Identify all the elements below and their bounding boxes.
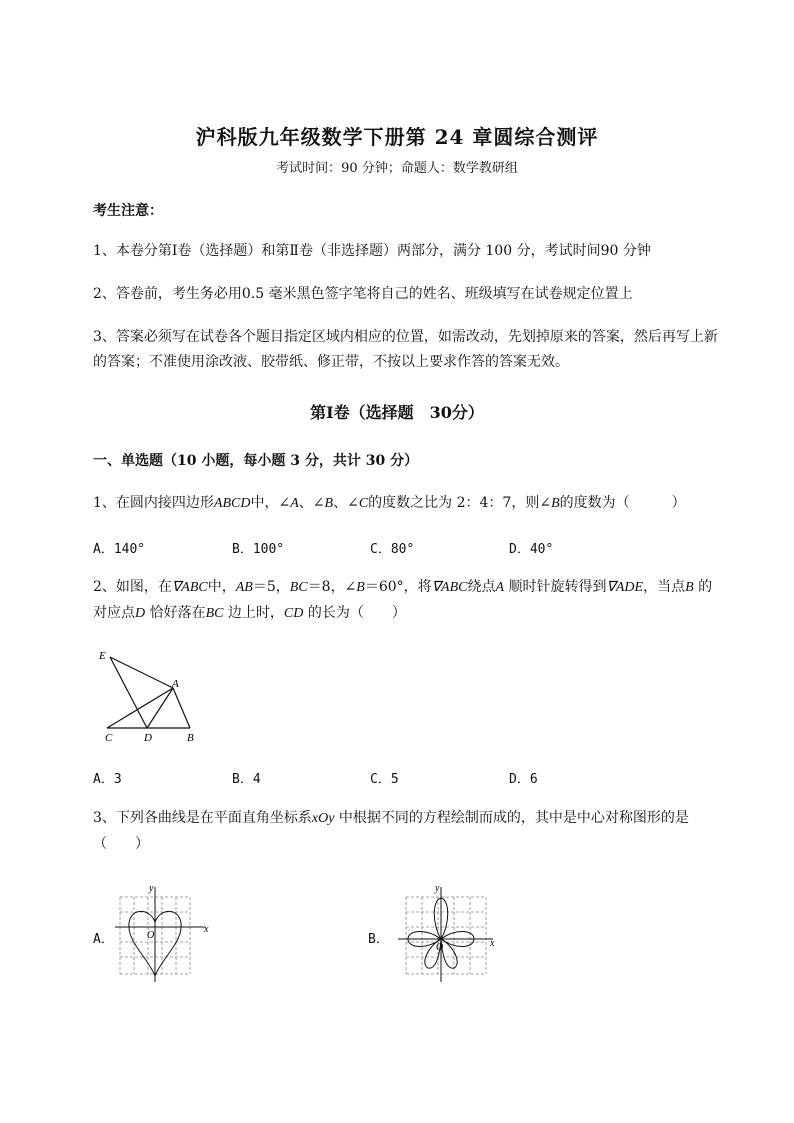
q2-option-c[interactable]: C．5 xyxy=(370,772,399,787)
segment-ac xyxy=(107,688,173,728)
triangle-rotation-figure xyxy=(95,645,210,745)
section-heading: 一、单选题（10 小题，每小题 3 分，共计 30 分） xyxy=(93,453,419,469)
label-c: C xyxy=(105,732,113,744)
q1-option-a[interactable]: A．140° xyxy=(93,542,146,557)
question-1-text: 1、在圆内接四边形ABCD中，∠A、∠B、∠C的度数之比为 2：4：7，则∠B的度数为（ ） xyxy=(93,495,686,511)
question-3-text-line2: （ ） xyxy=(93,836,149,852)
q1-option-b[interactable]: B．100° xyxy=(232,542,285,557)
q2-option-b[interactable]: B．4 xyxy=(232,772,261,787)
segment-ed xyxy=(110,657,147,728)
q3-option-a-label[interactable]: A． xyxy=(93,932,114,947)
label-e: E xyxy=(99,650,106,662)
question-2-text-line2: 对应点D 恰好落在BC 边上时，CD 的长为（ ） xyxy=(93,605,406,621)
q1-option-c[interactable]: C．80° xyxy=(370,542,415,557)
notice-item-2: 2、答卷前，考生务必用0.5 毫米黑色签字笔将自己的姓名、班级填写在试卷规定位置上 xyxy=(93,286,633,302)
page-title: 沪科版九年级数学下册第 24 章圆综合测评 xyxy=(195,125,599,149)
notice-item-3-cont: 的答案；不准使用涂改液、胶带纸、修正带，不按以上要求作答的答案无效。 xyxy=(93,354,569,370)
origin-label: O xyxy=(436,942,444,953)
q1-option-d[interactable]: D．40° xyxy=(509,542,554,557)
q2-option-a[interactable]: A．3 xyxy=(93,772,122,787)
notice-heading: 考生注意： xyxy=(93,203,163,219)
exam-info: 考试时间：90 分钟；命题人：数学教研组 xyxy=(276,161,518,176)
x-axis-label: x xyxy=(490,938,495,949)
question-3-text-line1: 3、下列各曲线是在平面直角坐标系xOy 中根据不同的方程绘制而成的，其中是中心对称图形的是 xyxy=(93,810,689,826)
part1-title: 第Ⅰ卷（选择题 30分） xyxy=(310,403,484,422)
y-axis-label: y xyxy=(149,883,154,894)
label-d: D xyxy=(144,732,152,744)
notice-item-3: 3、答案必须写在试卷各个题目指定区域内相应的位置，如需改动，先划掉原来的答案，然后再写上新 xyxy=(93,329,718,345)
x-axis-label: x xyxy=(204,924,209,935)
label-b: B xyxy=(187,732,194,744)
y-axis-label: y xyxy=(435,883,440,894)
notice-item-1: 1、本卷分第Ⅰ卷（选择题）和第Ⅱ卷（非选择题）两部分，满分 100 分，考试时间90 分钟 xyxy=(93,243,651,259)
origin-label: O xyxy=(147,930,155,941)
petal-curve-graph[interactable] xyxy=(398,882,498,982)
q3-option-b-label[interactable]: B． xyxy=(368,932,389,947)
heart-curve-graph[interactable] xyxy=(115,882,215,982)
question-2-text-line1: 2、如图，在∇ABC中，AB＝5，BC＝8，∠B＝60°，将∇ABC绕点A 顺时针旋转得到∇ADE，当点B 的 xyxy=(93,579,713,595)
segment-ab xyxy=(173,688,190,728)
segment-ad xyxy=(147,688,173,728)
segment-ea xyxy=(110,657,173,688)
q2-option-d[interactable]: D．6 xyxy=(509,772,538,787)
label-a: A xyxy=(172,678,179,690)
